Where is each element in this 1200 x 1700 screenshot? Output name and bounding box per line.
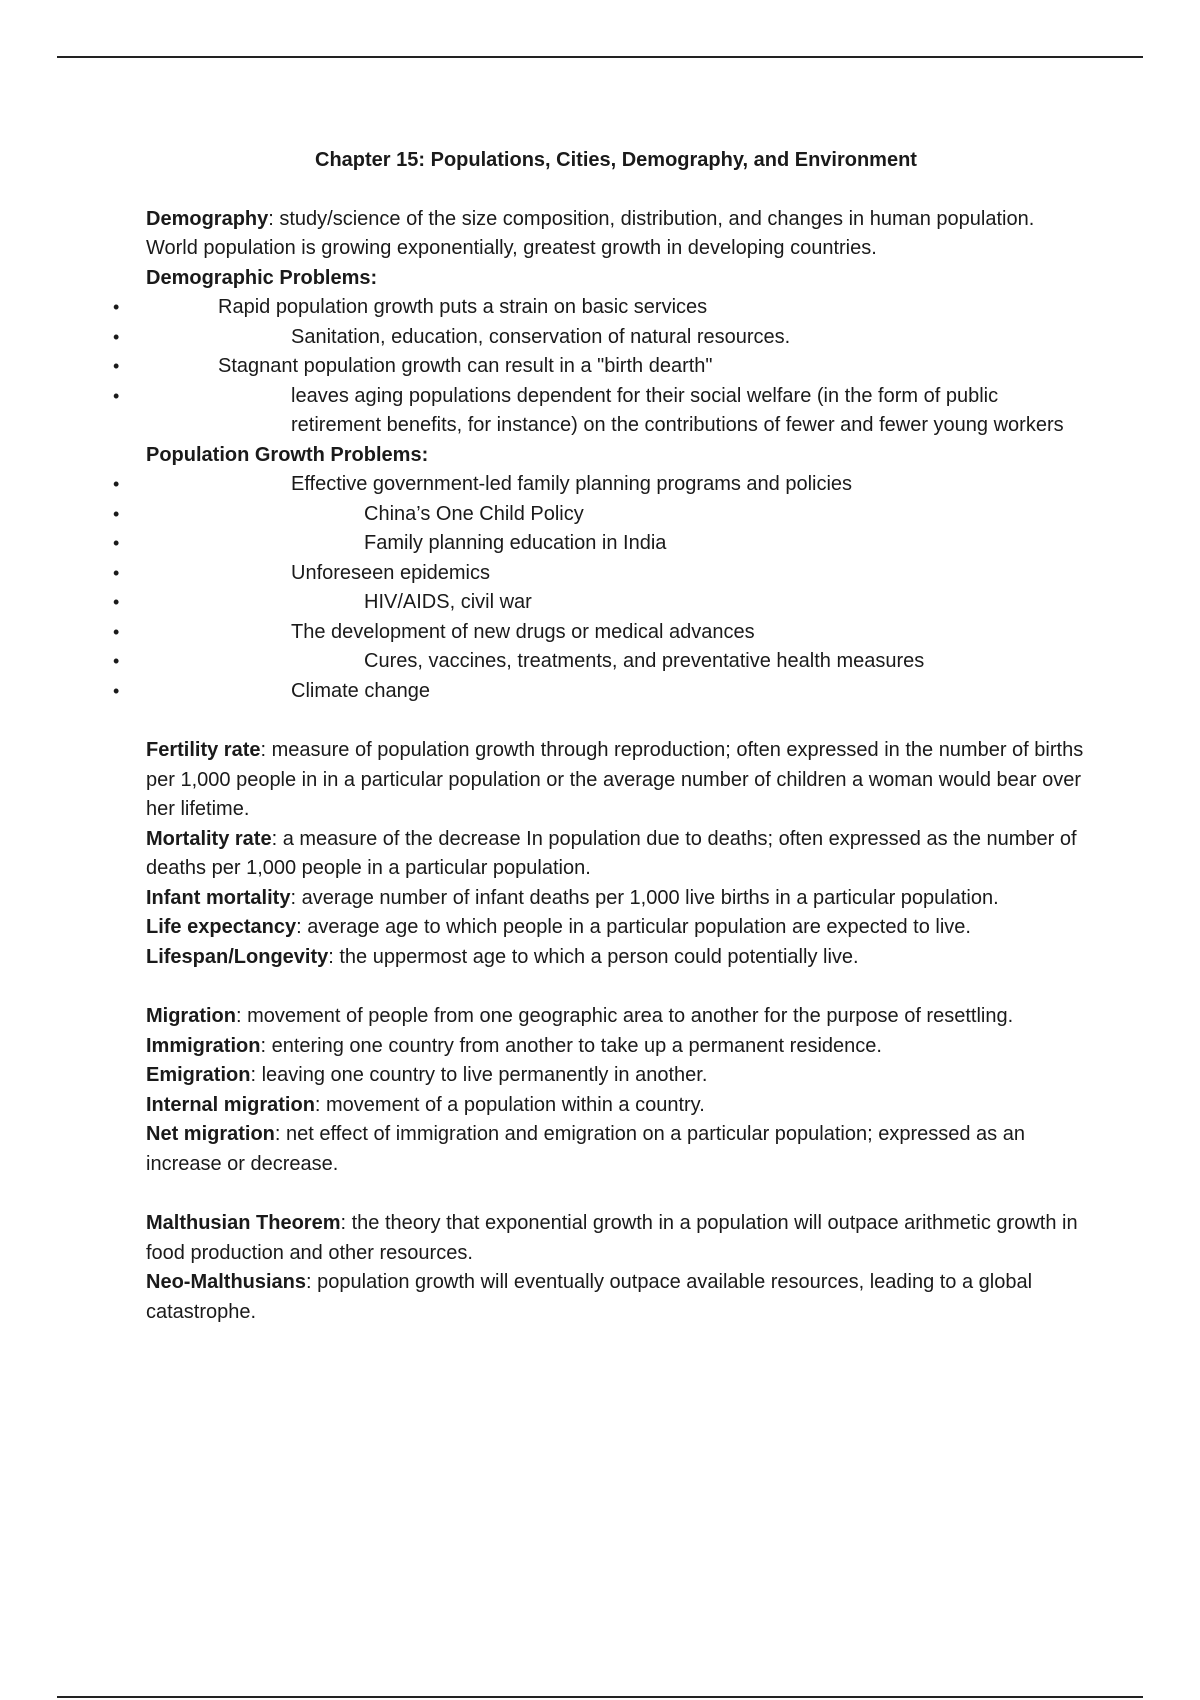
- definition-text: : entering one country from another to take up a permanent residence.: [260, 1034, 882, 1057]
- term-label: Neo-Malthusians: [146, 1271, 307, 1293]
- definition-text: : population growth will eventually outpace available resources, leading to a global catastrophe.: [146, 1271, 1033, 1323]
- term-label: Immigration: [146, 1034, 261, 1057]
- term-label: Net migration: [146, 1123, 275, 1145]
- demographic-problems-list: [146, 293, 1086, 441]
- term-label: Mortality rate: [146, 827, 272, 850]
- population-growth-problems-heading: Population Growth Problems:: [146, 443, 429, 466]
- list-item: • Effective government-led family planning programs and policies: [146, 470, 1086, 500]
- spacer: [146, 972, 1086, 1002]
- definition-immigration: [146, 1032, 1086, 1062]
- definition-life-expectancy: [146, 913, 1086, 943]
- definition-lifespan-longevity: [146, 943, 1086, 973]
- definition-infant-mortality: [146, 884, 1086, 914]
- definition-text: : movement of a population within a country.: [314, 1093, 705, 1116]
- definition-net-migration: [146, 1120, 1086, 1179]
- term-label: Malthusian Theorem: [146, 1212, 341, 1234]
- term-label: Fertility rate: [146, 739, 261, 761]
- list-subitem: • leaves aging populations dependent for their social welfare (in the form of public retirement benefits, for instance) on the contributions of fewer and fewer young workers: [146, 382, 1086, 441]
- page-title: Chapter 15: Populations, Cities, Demography, and Environment: [315, 149, 917, 171]
- term-label: Migration: [146, 1005, 236, 1027]
- term-label: Infant mortality: [146, 886, 291, 909]
- population-growth-problems-list: [146, 470, 1086, 706]
- definition-text: : measure of population growth through reproduction; often expressed in the number of births per 1,000 people in in a particular population or the average number of children a woman would bear over her lifetime.: [146, 739, 1084, 820]
- list-subitem: • Cures, vaccines, treatments, and preventative health measures: [146, 647, 1086, 677]
- definition-text: : net effect of immigration and emigration on a particular population; expressed as an increase or decrease.: [146, 1123, 1025, 1175]
- list-item: • Rapid population growth puts a strain on basic services: [146, 293, 1086, 323]
- list-item: • Climate change: [146, 677, 1086, 707]
- list-subitem: • HIV/AIDS, civil war: [146, 588, 1086, 618]
- definition-text: : average age to which people in a particular population are expected to live.: [296, 916, 971, 938]
- term-label: Internal migration: [146, 1093, 315, 1116]
- definition-migration: [146, 1002, 1086, 1032]
- list-subitem: • Sanitation, education, conservation of natural resources.: [146, 323, 1086, 353]
- definition-fertility-rate: [146, 736, 1086, 825]
- definition-text: : the uppermost age to which a person could potentially live.: [328, 945, 859, 968]
- term-label: Emigration: [146, 1064, 251, 1086]
- definition-internal-migration: [146, 1091, 1086, 1121]
- spacer: [146, 1179, 1086, 1209]
- demographic-problems-heading: Demographic Problems:: [146, 266, 378, 289]
- list-item: • Unforeseen epidemics: [146, 559, 1086, 589]
- list-item: • The development of new drugs or medical advances: [146, 618, 1086, 648]
- document-body: [146, 146, 1086, 1327]
- definition-malthusian-theorem: [146, 1209, 1086, 1268]
- definition-text: : movement of people from one geographic area to another for the purpose of resettling.: [236, 1005, 1014, 1027]
- definition-text: : leaving one country to live permanently in another.: [250, 1064, 708, 1086]
- definition-text: : average number of infant deaths per 1,000 live births in a particular population.: [290, 886, 999, 909]
- bottom-rule: [57, 1696, 1143, 1698]
- definition-neo-malthusians: [146, 1268, 1086, 1327]
- list-subitem: • Family planning education in India: [146, 529, 1086, 559]
- list-subitem: • China’s One Child Policy: [146, 500, 1086, 530]
- definition-demography: [146, 205, 1086, 264]
- term-label: Life expectancy: [146, 916, 297, 938]
- term-label: Demography: [146, 207, 269, 230]
- term-label: Lifespan/Longevity: [146, 945, 329, 968]
- definition-mortality-rate: [146, 825, 1086, 884]
- spacer: [146, 706, 1086, 736]
- top-rule: [57, 56, 1143, 58]
- definition-text: : study/science of the size composition, distribution, and changes in human population. World population is growing exponentially, greatest growth in developing countries.: [146, 207, 1035, 259]
- definition-emigration: [146, 1061, 1086, 1091]
- list-item: • Stagnant population growth can result in a "birth dearth": [146, 352, 1086, 382]
- definition-text: : a measure of the decrease In population due to deaths; often expressed as the number of deaths per 1,000 people in a particular population.: [146, 827, 1077, 879]
- definition-text: : the theory that exponential growth in a population will outpace arithmetic growth in food production and other resources.: [146, 1212, 1078, 1264]
